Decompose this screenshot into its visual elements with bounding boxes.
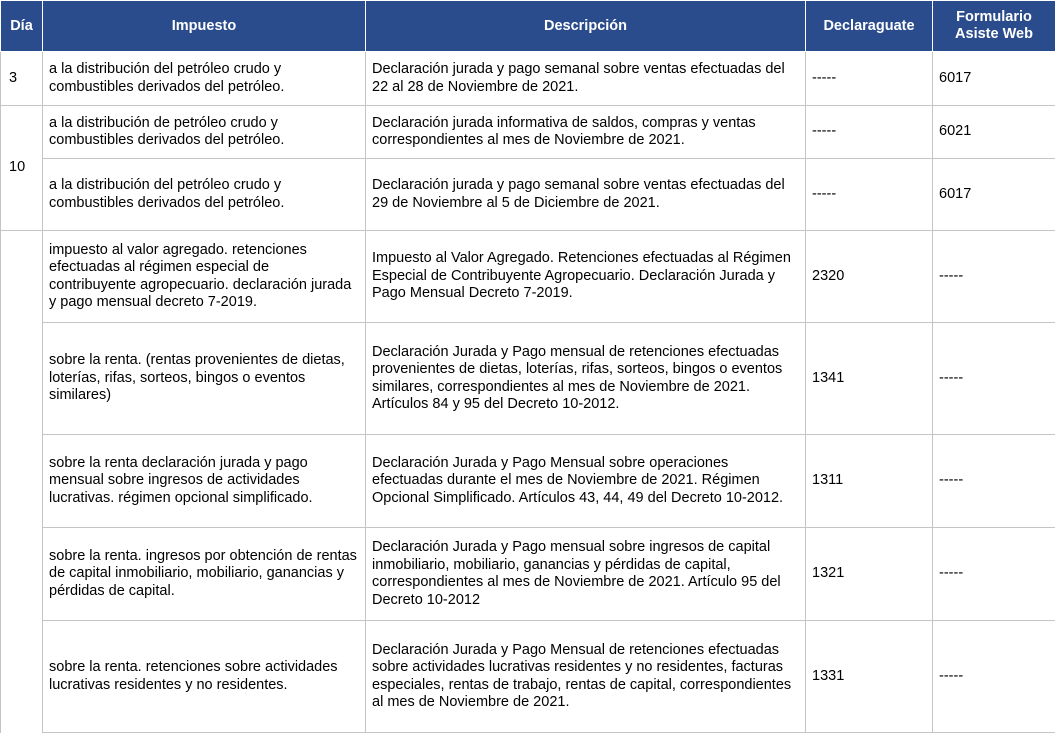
cell-descripcion: Declaración jurada informativa de saldos, compras y ventas correspondientes al mes de Noviembre de 2021. [366,106,806,159]
cell-formulario: ----- [933,323,1055,435]
header-formulario-label: Formulario Asiste Web [955,9,1033,42]
cell-formulario: ----- [933,528,1055,621]
cell-descripcion: Declaración jurada y pago semanal sobre ventas efectuadas del 22 al 28 de Noviembre de 2021. [366,52,806,106]
cell-dia: 3 [1,52,43,106]
cell-declaraguate: 1311 [806,435,933,528]
cell-impuesto: impuesto al valor agregado. retenciones efectuadas al régimen especial de contribuyente agropecuario. declaración jurada y pago mensual decreto 7-2019. [43,231,366,323]
cell-formulario: ----- [933,231,1055,323]
cell-descripcion: Declaración Jurada y Pago mensual sobre ingresos de capital inmobiliario, mobiliario, ganancias y pérdidas de capital, correspondientes al mes de Noviembre de 2021. Artículo 95 del Decreto 10-2012 [366,528,806,621]
table-header-row [1,1,1055,52]
table-row [1,159,1055,231]
header-formulario [933,1,1055,52]
cell-declaraguate: ----- [806,159,933,231]
cell-declaraguate: 1331 [806,621,933,733]
cell-declaraguate: 1321 [806,528,933,621]
cell-impuesto: a la distribución de petróleo crudo y combustibles derivados del petróleo. [43,106,366,159]
cell-impuesto: a la distribución del petróleo crudo y combustibles derivados del petróleo. [43,159,366,231]
cell-declaraguate: ----- [806,52,933,106]
cell-declaraguate: 2320 [806,231,933,323]
cell-descripcion: Declaración Jurada y Pago Mensual de retenciones efectuadas sobre actividades lucrativas residentes y no residentes, facturas especiales, rentas de trabajo, rentas de capital, correspondientes al mes de Noviembre de 2021. [366,621,806,733]
cell-impuesto: sobre la renta. ingresos por obtención de rentas de capital inmobiliario, mobiliario, ganancias y pérdidas de capital. [43,528,366,621]
table-row [1,435,1055,528]
cell-descripcion: Declaración Jurada y Pago mensual de retenciones efectuadas provenientes de dietas, loterías, rifas, sorteos, bingos o eventos similares, correspondientes al mes de Noviembre de 2021. Artículos 84 y 95 del Decreto 10-2012. [366,323,806,435]
table-row [1,323,1055,435]
cell-declaraguate: ----- [806,106,933,159]
cell-formulario: 6017 [933,159,1055,231]
table-row [1,621,1055,733]
header-impuesto: Impuesto [43,1,366,52]
header-declaraguate: Declaraguate [806,1,933,52]
header-dia: Día [1,1,43,52]
cell-formulario: ----- [933,621,1055,733]
cell-descripcion: Declaración Jurada y Pago Mensual sobre operaciones efectuadas durante el mes de Noviembre de 2021. Régimen Opcional Simplificado. Artículos 43, 44, 49 del Decreto 10-2012. [366,435,806,528]
cell-impuesto: a la distribución del petróleo crudo y combustibles derivados del petróleo. [43,52,366,106]
cell-formulario: 6021 [933,106,1055,159]
cell-impuesto: sobre la renta. (rentas provenientes de dietas, loterías, rifas, sorteos, bingos o eventos similares) [43,323,366,435]
table-row [1,106,1055,159]
table-row [1,52,1055,106]
cell-descripcion: Impuesto al Valor Agregado. Retenciones efectuadas al Régimen Especial de Contribuyente Agropecuario. Declaración Jurada y Pago Mensual Decreto 7-2019. [366,231,806,323]
cell-formulario: ----- [933,435,1055,528]
cell-formulario: 6017 [933,52,1055,106]
table-row [1,231,1055,323]
header-descripcion: Descripción [366,1,806,52]
cell-dia: 10 [1,106,43,231]
cell-impuesto: sobre la renta. retenciones sobre actividades lucrativas residentes y no residentes. [43,621,366,733]
cell-descripcion: Declaración jurada y pago semanal sobre ventas efectuadas del 29 de Noviembre al 5 de Diciembre de 2021. [366,159,806,231]
cell-declaraguate: 1341 [806,323,933,435]
cell-dia [1,231,43,733]
cell-impuesto: sobre la renta declaración jurada y pago mensual sobre ingresos de actividades lucrativas. régimen opcional simplificado. [43,435,366,528]
table-row [1,528,1055,621]
